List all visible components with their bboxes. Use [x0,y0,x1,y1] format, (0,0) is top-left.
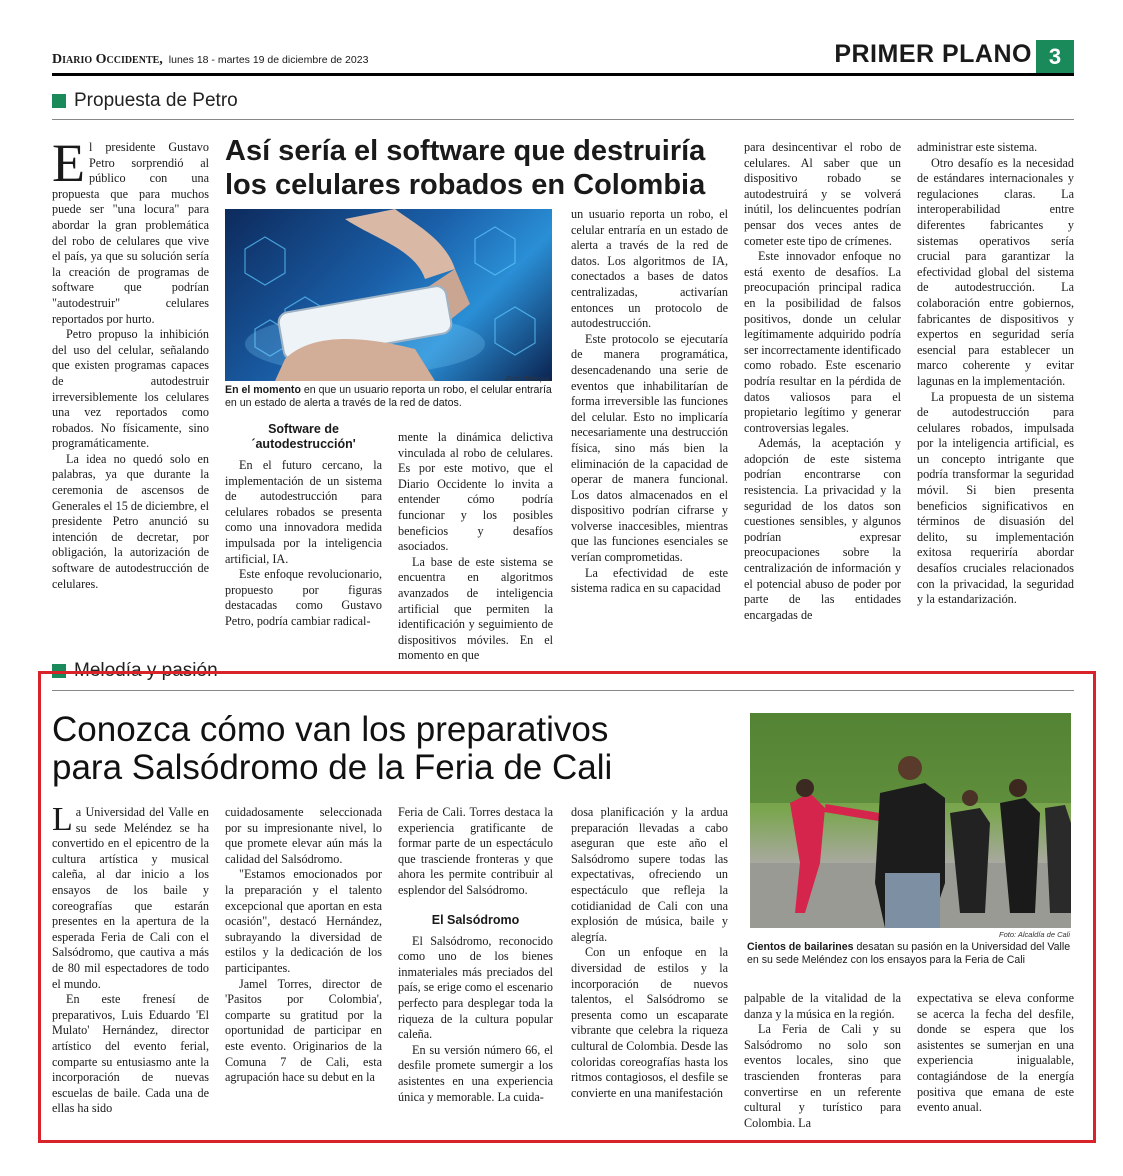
paragraph: Este innovador enfoque no está exento de desafíos. La preocupación principal radica en la posibilidad de falsos positivos, donde un celular legítimamente adquirido podría ser incorrectamente identificado como robado. Este escenario podría resultar en la pérdida de datos valiosos para el propietario legítimo y generar controversias legales. [744,249,902,435]
article1-col5 [744,140,901,623]
caption-bold: En el momento [225,384,301,396]
paragraph: En su versión número 66, el desfile promete sumergir a los asistentes en una experiencia única y memorable. La cuida- [398,1042,553,1104]
paragraph: Con un enfoque en la diversidad de estilos y la incorporación de nuevos talentos, el Salsódromo se presenta como un escaparate vibrante que celebra la riqueza cultural de Colombia. Desde las coloridas coreografías hasta los ritmos contagiosos, el desfile se convierte en una manifestación [571,945,728,1100]
paragraph: un usuario reporta un robo, el celular entraría en un estado de alerta a través de la red de datos. Los algoritmos de IA, conectados a bases de datos centralizadas, activarían entonces un protocolo de autodestrucción. [571,207,728,331]
caption-bold: Cientos de bailarines [747,941,854,953]
kicker-rule [52,119,1074,120]
headline-line: los celulares robados en Colombia [225,169,706,201]
masthead [52,50,382,70]
header-rule [52,73,1074,76]
dropcap: L [52,801,73,838]
paragraph: La idea no quedó solo en palabras, ya que durante la ceremonia de ascensos de Generales el 15 de diciembre, el presidente Petro anunció su intención de decretar, por obligación, la autorización de software de autodestrucción de celulares. [52,451,210,591]
dancers-illustration [750,713,1071,928]
article2-col5 [744,991,901,1131]
phone-hand-illustration [225,209,552,381]
article1-col4 [571,207,728,597]
article2-caption [747,941,1074,967]
dropcap: E [52,133,85,193]
paragraph: Este enfoque revolucionario, propuesto por figuras destacadas como Gustavo Petro, podría cambiar radical- [225,567,382,628]
article1-headline [225,134,725,202]
photo-credit: Foto: Alcaldía de Cali [998,930,1070,939]
kicker-label: Melodía y pasión [74,660,218,681]
paragraph: La base de este sistema se encuentra en algoritmos avanzados de inteligencia artificial que permiten la identificación y seguimiento de dispositivos móviles. En el momento en que [398,554,553,663]
article1-caption [225,384,552,410]
paragraph: La propuesta de un sistema de autodestrucción para celulares robados, impulsada por la inteligencia artificial, es un concepto intrigante que podría transformar la seguridad móvil. Si bien presenta beneficios significativos en términos de disuasión del delito, su implementación exitosa requeriría abordar desafíos cruciales relacionados con la privacidad, la seguridad y la estandarización. [917,389,1074,607]
paragraph: La Feria de Cali y su Salsódromo no solo son eventos locales, sino que trascienden fronteras para convertirse en un referente cultural y turístico para Colombia. La [744,1022,901,1130]
paragraph: l presidente Gustavo Petro sorprendió al público con una propuesta que para muchos puede ser "una locura" para abordar la gran problemática del robo de celulares que vive el país, ya que su solución sería la creación de programas de software que podrían "autodestruir" celulares reportados por hurto. [52,140,209,326]
paragraph: En este frenesí de preparativos, Luis Eduardo 'El Mulato' Hernández, director artístico del evento ferial, comparte su entusiasmo ante la incorporación de nuevas escuelas de baile. Cada una de ellas ha sido [52,992,209,1116]
paragraph: En el futuro cercano, la implementación de un sistema de autodestrucción para celulares robados se presenta como una innovadora medida impulsada por la inteligencia artificial, IA. [225,458,382,566]
kicker-label: Propuesta de Petro [74,90,238,111]
paragraph: "Estamos emocionados por la preparación y el talento excepcional que aportan en esta ocasión", destacó Hernández, subrayando la diversidad de estilos y la dedicación de los participantes. [225,867,382,975]
paragraph: Además, la aceptación y adopción de este sistema podrían encontrarse con resistencia. La privacidad y la seguridad de los datos son cuestiones sensibles, y algunos podrían expresar preocupaciones sobre la centralización de información y el potencial abuso de poder por parte de las entidades encargadas de [744,436,901,622]
paragraph: El Salsódromo, reconocido como uno de los bienes inmateriales más preciados del país, se erige como el escenario perfecto para desplegar toda la riqueza de la cultura popular caleña. [398,933,553,1042]
article1-kicker [52,90,238,112]
paper-name: Diario Occidente, [52,52,163,67]
paragraph: palpable de la vitalidad de la danza y la música en la región. [744,991,901,1021]
article1-photo [225,209,552,381]
article2-headline [52,711,732,787]
headline-line: Conozca cómo van los preparativos [52,710,609,749]
paragraph: Feria de Cali. Torres destaca la experiencia gratificante de formar parte de un espectáculo que trasciende fronteras y que ahora les permite contribuir al esplendor del Salsódromo. [398,805,553,897]
caption-text: en que un usuario reporta un robo, el celular entraría en un estado de alerta a través de la red de datos. [225,384,552,409]
paragraph: a Universidad del Valle en su sede Meléndez se ha convertido en el epicentro de la cultura artística y musical caleña, al dar inicio a los ensayos de los baile y coreografías que estarán presentes en la apertura de la esperada Feria de Cali con el Salsódromo, que cautiva a más de 80 mil espectadores de todo el mundo. [52,805,209,991]
paragraph: cuidadosamente seleccionada por su impresionante nivel, lo que promete elevar aún más la calidad del Salsódromo. [225,805,382,866]
caption-text: desatan su pasión en la Universidad del Valle en su sede Meléndez con los ensayos para la Feria de Cali [747,941,1071,966]
headline-line: para Salsódromo de la Feria de Cali [52,748,613,787]
article2-col1 [52,801,209,1117]
article1-col1 [52,133,210,592]
paragraph: Jamel Torres, director de 'Pasitos por Colombia', comparte su gratitud por la oportunidad de participar en este evento. Originarios de la Comuna 7 de Cali, esta agrupación hace su debut en la [225,976,382,1085]
paragraph: para desincentivar el robo de celulares. Al saber que un dispositivo robado se autodestruirá y se volverá inútil, los delincuentes podrían pensar dos veces antes de cometer este tipo de crímenes. [744,140,901,248]
article2-col3 [398,805,553,1105]
paragraph: La efectividad de este sistema radica en su capacidad [571,565,728,596]
section-title: PRIMER PLANO [834,40,1032,68]
subhead: El Salsódromo [431,912,520,927]
article2-col4 [571,805,728,1101]
issue-date: lunes 18 - martes 19 de diciembre de 2023 [168,54,369,66]
article2-col6 [917,991,1074,1116]
article1-col2 [225,420,382,630]
article1-col6 [917,140,1074,608]
paragraph: administrar este sistema. [917,140,1038,154]
paragraph: Otro desafío es la necesidad de estándares internacionales y regulaciones claras. La interoperabilidad entre diferentes fabricantes y sistemas operativos sería crucial para garantizar la efectividad global del sistema de autodestrucción. La colaboración entre gobiernos, fabricantes de dispositivos y expertos en seguridad sería esencial para establecer un marco coherente y evitar lagunas en la implementación. [917,155,1074,388]
paragraph: mente la dinámica delictiva vinculada al robo de celulares. Es por este motivo, que el Diario Occidente lo invita a entender cómo podría funcionar y los posibles beneficios y desafíos asociados. [398,430,553,554]
paragraph: expectativa se eleva conforme se acerca la fecha del desfile, donde se espera que los asistentes se sumerjan en una experiencia inigualable, contagiándose de la energía positiva que emana de este evento anual. [917,991,1074,1115]
subhead: Software de ´autodestrucción' [251,422,356,451]
paragraph: dosa planificación y la ardua preparación llevadas a cabo aseguran que este año el Salsódromo supere todas las expectativas, ofreciendo un espectáculo que refleja la cotidianidad de Cali con una explosión de música, baile y alegría. [571,805,728,944]
page-number: 3 [1036,40,1074,74]
photo-credit: Foto: Freepik [505,374,550,383]
paragraph: Este protocolo se ejecutaría de manera programática, desencadenando una serie de eventos que inhabilitarían de forma irreversible las funciones del celular. Esto no implicaría necesariamente una destrucción física, sino más bien la eliminación de la capacidad de operar de manera funcional. Los datos almacenados en el dispositivo podrían cifrarse y volverse inaccesibles, mientras que las funciones esenciales se verían comprometidas. [571,331,728,565]
article2-photo [750,713,1071,928]
headline-line: Así sería el software que destruiría [225,135,706,167]
kicker-rule [52,690,1074,691]
article2-col2 [225,805,382,1086]
paragraph: Petro propuso la inhibición del uso del celular, señalando que existen programas capaces de autodestruir irreversiblemente los celulares una vez reportados como robados. No físicamente, sino programáticamente. [52,327,209,451]
kicker-square-icon [52,94,66,108]
article1-col3 [398,430,553,664]
